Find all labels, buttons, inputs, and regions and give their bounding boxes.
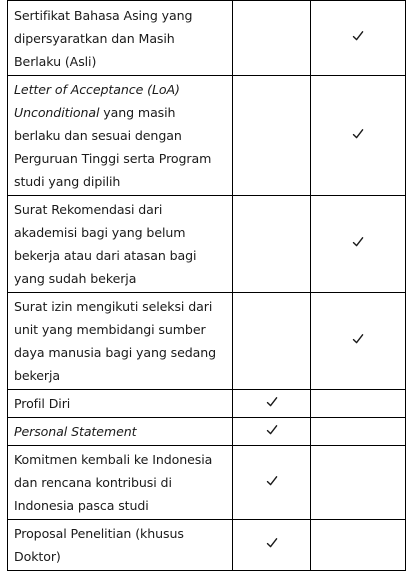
check-column-b-cell <box>311 1 406 76</box>
requirement-line <box>14 318 226 341</box>
requirement-text: Berlaku (Asli) <box>14 53 97 69</box>
requirement-line <box>14 295 226 318</box>
requirement-text: Proposal Penelitian (khusus <box>14 526 184 541</box>
check-column-a-cell <box>233 520 311 571</box>
check-column-a-cell <box>233 293 311 390</box>
requirement-text-italic: Personal Statement <box>14 424 137 439</box>
check-column-a-cell <box>233 76 311 196</box>
check-icon <box>266 537 278 549</box>
requirement-line <box>14 545 226 568</box>
requirement-cell <box>8 1 233 76</box>
requirement-line <box>14 522 226 545</box>
requirement-line <box>14 147 226 170</box>
check-icon <box>266 396 278 408</box>
check-column-b-cell <box>311 446 406 520</box>
requirement-text: yang sudah bekerja <box>14 271 137 286</box>
check-column-a-cell <box>233 446 311 520</box>
check-column-b-cell <box>311 76 406 196</box>
requirement-line <box>14 170 226 193</box>
requirement-text: Indonesia pasca studi <box>14 498 149 513</box>
requirement-text: Komitmen kembali ke Indonesia <box>14 452 213 467</box>
requirement-cell <box>8 293 233 390</box>
check-column-b-cell <box>311 520 406 571</box>
requirement-cell <box>8 446 233 520</box>
requirement-line <box>14 50 226 73</box>
requirement-text: dan rencana kontribusi di <box>14 475 172 490</box>
requirement-text: bekerja atau dari atasan bagi <box>14 248 197 263</box>
requirement-text: daya manusia bagi yang sedang <box>14 345 217 360</box>
requirement-text: studi yang dipilih <box>14 174 121 189</box>
requirement-line <box>14 198 226 221</box>
requirement-cell <box>8 196 233 293</box>
table-row <box>8 196 406 293</box>
requirement-line <box>14 101 226 124</box>
check-icon <box>266 475 278 487</box>
table-row <box>8 418 406 446</box>
check-icon <box>352 333 364 345</box>
requirement-cell <box>8 520 233 571</box>
requirement-cell <box>8 418 233 446</box>
requirement-text: Doktor) <box>14 549 61 564</box>
check-column-a-cell <box>233 1 311 76</box>
check-column-a-cell <box>233 390 311 418</box>
requirement-line <box>14 494 226 517</box>
requirement-text: dipersyaratkan dan Masih <box>14 30 175 46</box>
check-icon <box>352 236 364 248</box>
requirement-line <box>14 471 226 494</box>
requirement-text-italic: Unconditional <box>14 105 100 120</box>
requirement-line <box>14 4 226 27</box>
requirement-line <box>14 124 226 147</box>
requirement-line <box>14 420 226 443</box>
requirement-text: unit yang membidangi sumber <box>14 322 206 337</box>
requirement-line <box>14 364 226 387</box>
table-body <box>8 1 406 571</box>
check-column-b-cell <box>311 418 406 446</box>
requirement-text: Surat izin mengikuti seleksi dari <box>14 299 213 314</box>
table-row <box>8 76 406 196</box>
check-column-a-cell <box>233 196 311 293</box>
check-column-b-cell <box>311 196 406 293</box>
requirement-line <box>14 267 226 290</box>
requirement-text: bekerja <box>14 368 61 383</box>
requirement-cell <box>8 76 233 196</box>
requirement-text: berlaku dan sesuai dengan <box>14 128 182 143</box>
requirement-text: yang masih <box>99 105 176 120</box>
check-icon <box>352 128 364 140</box>
check-icon <box>352 30 364 42</box>
table-row <box>8 390 406 418</box>
table-row <box>8 293 406 390</box>
requirement-line <box>14 341 226 364</box>
requirement-text: akademisi bagi yang belum <box>14 225 186 240</box>
check-icon <box>266 424 278 436</box>
table-row <box>8 446 406 520</box>
requirement-line <box>14 221 226 244</box>
requirement-text: Profil Diri <box>14 396 71 411</box>
requirement-text-italic: Letter of Acceptance (LoA) <box>14 82 180 97</box>
check-column-a-cell <box>233 418 311 446</box>
check-column-b-cell <box>311 390 406 418</box>
requirement-line <box>14 78 226 101</box>
requirement-text: Perguruan Tinggi serta Program <box>14 151 212 166</box>
requirement-text: Sertifikat Bahasa Asing yang <box>14 7 193 23</box>
requirement-line <box>14 392 226 415</box>
requirement-line <box>14 448 226 471</box>
table-row <box>8 520 406 571</box>
requirement-line <box>14 27 226 50</box>
requirements-table <box>7 0 406 571</box>
requirement-cell <box>8 390 233 418</box>
requirement-line <box>14 244 226 267</box>
requirement-text: Surat Rekomendasi dari <box>14 202 163 217</box>
check-column-b-cell <box>311 293 406 390</box>
table-row <box>8 1 406 76</box>
